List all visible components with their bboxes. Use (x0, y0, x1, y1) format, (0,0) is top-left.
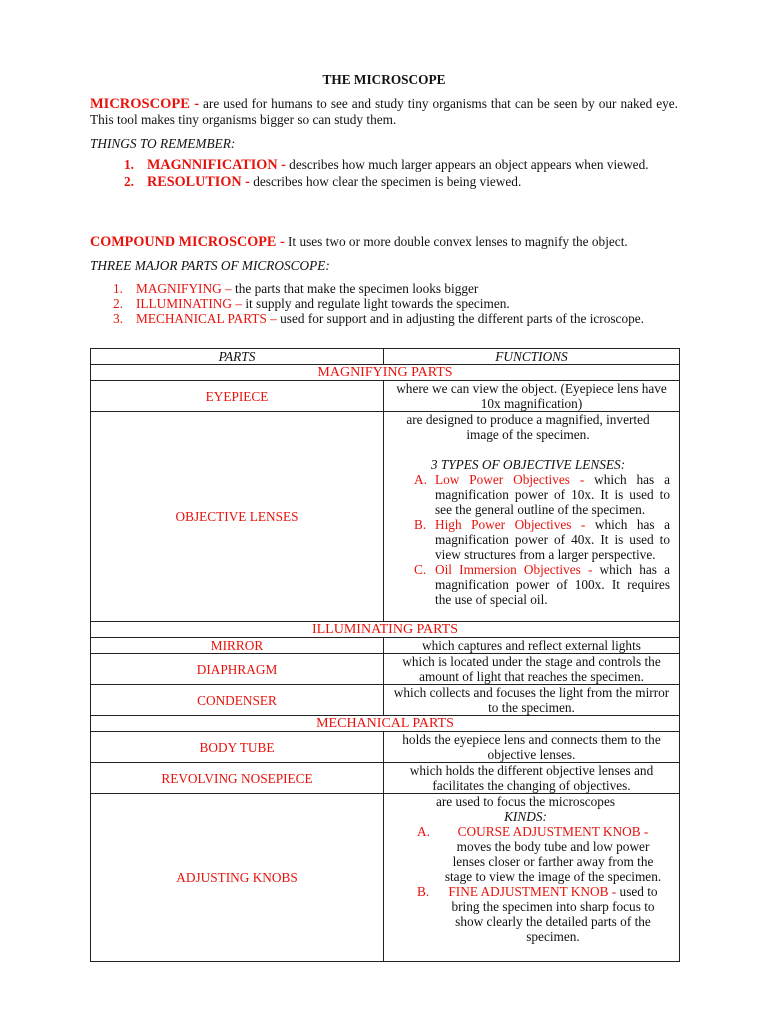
objective-type-text: which has a magnification power of 40x. It is used to view structures from a larger perspective. (435, 517, 670, 562)
list-number: 2. (113, 296, 123, 311)
list-number: 2. (124, 174, 134, 189)
table-row (91, 654, 680, 685)
part-condenser: CONDENSER (91, 685, 384, 716)
list-number: 1. (124, 157, 134, 172)
major-text: it supply and regulate light towards the specimen. (242, 296, 510, 311)
objective-type-name: Low Power Objectives - (435, 472, 585, 487)
table-row (91, 794, 680, 962)
header-functions: FUNCTIONS (384, 349, 680, 365)
section-illuminating: ILLUMINATING PARTS (91, 622, 680, 638)
section-mechanical: MECHANICAL PARTS (91, 716, 680, 732)
part-objective-lenses: OBJECTIVE LENSES (91, 412, 384, 622)
list-item (414, 562, 672, 607)
list-item (113, 296, 677, 311)
page-title: THE MICROSCOPE (322, 72, 446, 87)
knobs-kinds-heading: KINDS: (504, 809, 547, 824)
list-item (113, 311, 677, 326)
function-adjusting-knobs (384, 794, 680, 962)
remember-term: MAGNNIFICATION - (147, 157, 286, 173)
function-condenser: which collects and focuses the light from the mirror to the specimen. (384, 685, 680, 716)
part-eyepiece: EYEPIECE (91, 381, 384, 412)
list-item (124, 157, 677, 173)
objective-type-name: Oil Immersion Objectives - (435, 562, 593, 577)
major-term: MAGNIFYING – (136, 281, 232, 296)
section-row (91, 716, 680, 732)
list-item (414, 472, 672, 517)
section-row (91, 365, 680, 381)
table-row (91, 381, 680, 412)
remember-text: describes how clear the specimen is being viewed. (249, 174, 522, 189)
list-number: B. (414, 517, 427, 532)
table-header-row (91, 349, 680, 365)
major-text: the parts that make the specimen looks bigger (231, 281, 479, 296)
list-number: 1. (113, 281, 123, 296)
table-row (91, 685, 680, 716)
major-term: ILLUMINATING – (136, 296, 242, 311)
table-row (91, 412, 680, 622)
header-parts: PARTS (91, 349, 384, 365)
objective-type-name: High Power Objectives - (435, 517, 586, 532)
remember-term: RESOLUTION - (147, 174, 250, 190)
objective-types-heading: 3 TYPES OF OBJECTIVE LENSES: (430, 457, 626, 472)
compound-term: COMPOUND MICROSCOPE - (90, 234, 285, 250)
knobs-description: are used to focus the microscopes (435, 794, 616, 809)
objective-type-text: which has a magnification power of 100x. It requires the use of special oil. (435, 562, 670, 607)
things-to-remember-heading: THINGS TO REMEMBER: (90, 136, 236, 151)
list-number: B. (417, 884, 430, 899)
compound-text: It uses two or more double convex lenses to magnify the object. (284, 234, 628, 249)
part-body-tube: BODY TUBE (91, 732, 384, 763)
part-diaphragm: DIAPHRAGM (91, 654, 384, 685)
table-row (91, 732, 680, 763)
function-mirror: which captures and reflect external lights (384, 638, 680, 654)
compound-paragraph (90, 234, 678, 250)
knob-kind-name: COURSE ADJUSTMENT KNOB - (457, 824, 649, 839)
list-number: 3. (113, 311, 123, 326)
intro-text: are used for humans to see and study tiny organisms that can be seen by our naked eye. This tool makes tiny organisms bigger so can study them. (90, 96, 678, 127)
section-row (91, 622, 680, 638)
knob-kinds-list (384, 824, 667, 944)
intro-paragraph (90, 96, 678, 127)
knob-kind-name: FINE ADJUSTMENT KNOB - (448, 884, 617, 899)
function-diaphragm: which is located under the stage and controls the amount of light that reaches the specimen. (384, 654, 680, 685)
part-revolving-nosepiece: REVOLVING NOSEPIECE (91, 763, 384, 794)
list-number: C. (414, 562, 427, 577)
objective-description: are designed to produce a magnified, inverted image of the specimen. (406, 412, 650, 442)
major-parts-heading: THREE MAJOR PARTS OF MICROSCOPE: (90, 258, 330, 273)
knob-kind-text: used to bring the specimen into sharp focus to show clearly the detailed parts of the specimen. (451, 884, 658, 944)
part-mirror: MIRROR (91, 638, 384, 654)
major-parts-list (113, 281, 677, 326)
list-item (124, 174, 677, 190)
section-magnifying: MAGNIFYING PARTS (91, 365, 680, 381)
objective-type-text: which has a magnification power of 10x. It is used to see the general outline of the specimen. (435, 472, 670, 517)
function-objective-lenses (384, 412, 680, 622)
list-item (417, 884, 667, 944)
list-item (113, 281, 677, 296)
table-row (91, 638, 680, 654)
knob-kind-text: moves the body tube and low power lenses closer or farther away from the stage to view the image of the specimen. (444, 839, 662, 884)
intro-term: MICROSCOPE - (90, 96, 200, 112)
list-item (417, 824, 667, 884)
major-term: MECHANICAL PARTS – (136, 311, 277, 326)
table-row (91, 763, 680, 794)
remember-text: describes how much larger appears an object appears when viewed. (285, 157, 649, 172)
function-revolving-nosepiece: which holds the different objective lenses and facilitates the changing of objectives. (384, 763, 680, 794)
function-eyepiece: where we can view the object. (Eyepiece lens have 10x magnification) (384, 381, 680, 412)
objective-types-list (384, 472, 672, 607)
list-item (414, 517, 672, 562)
function-body-tube: holds the eyepiece lens and connects them to the objective lenses. (384, 732, 680, 763)
part-adjusting-knobs: ADJUSTING KNOBS (91, 794, 384, 962)
parts-table (90, 348, 680, 962)
major-text: used for support and in adjusting the different parts of the icroscope. (276, 311, 644, 326)
list-number: A. (414, 472, 427, 487)
remember-list (124, 157, 677, 190)
list-number: A. (417, 824, 430, 839)
